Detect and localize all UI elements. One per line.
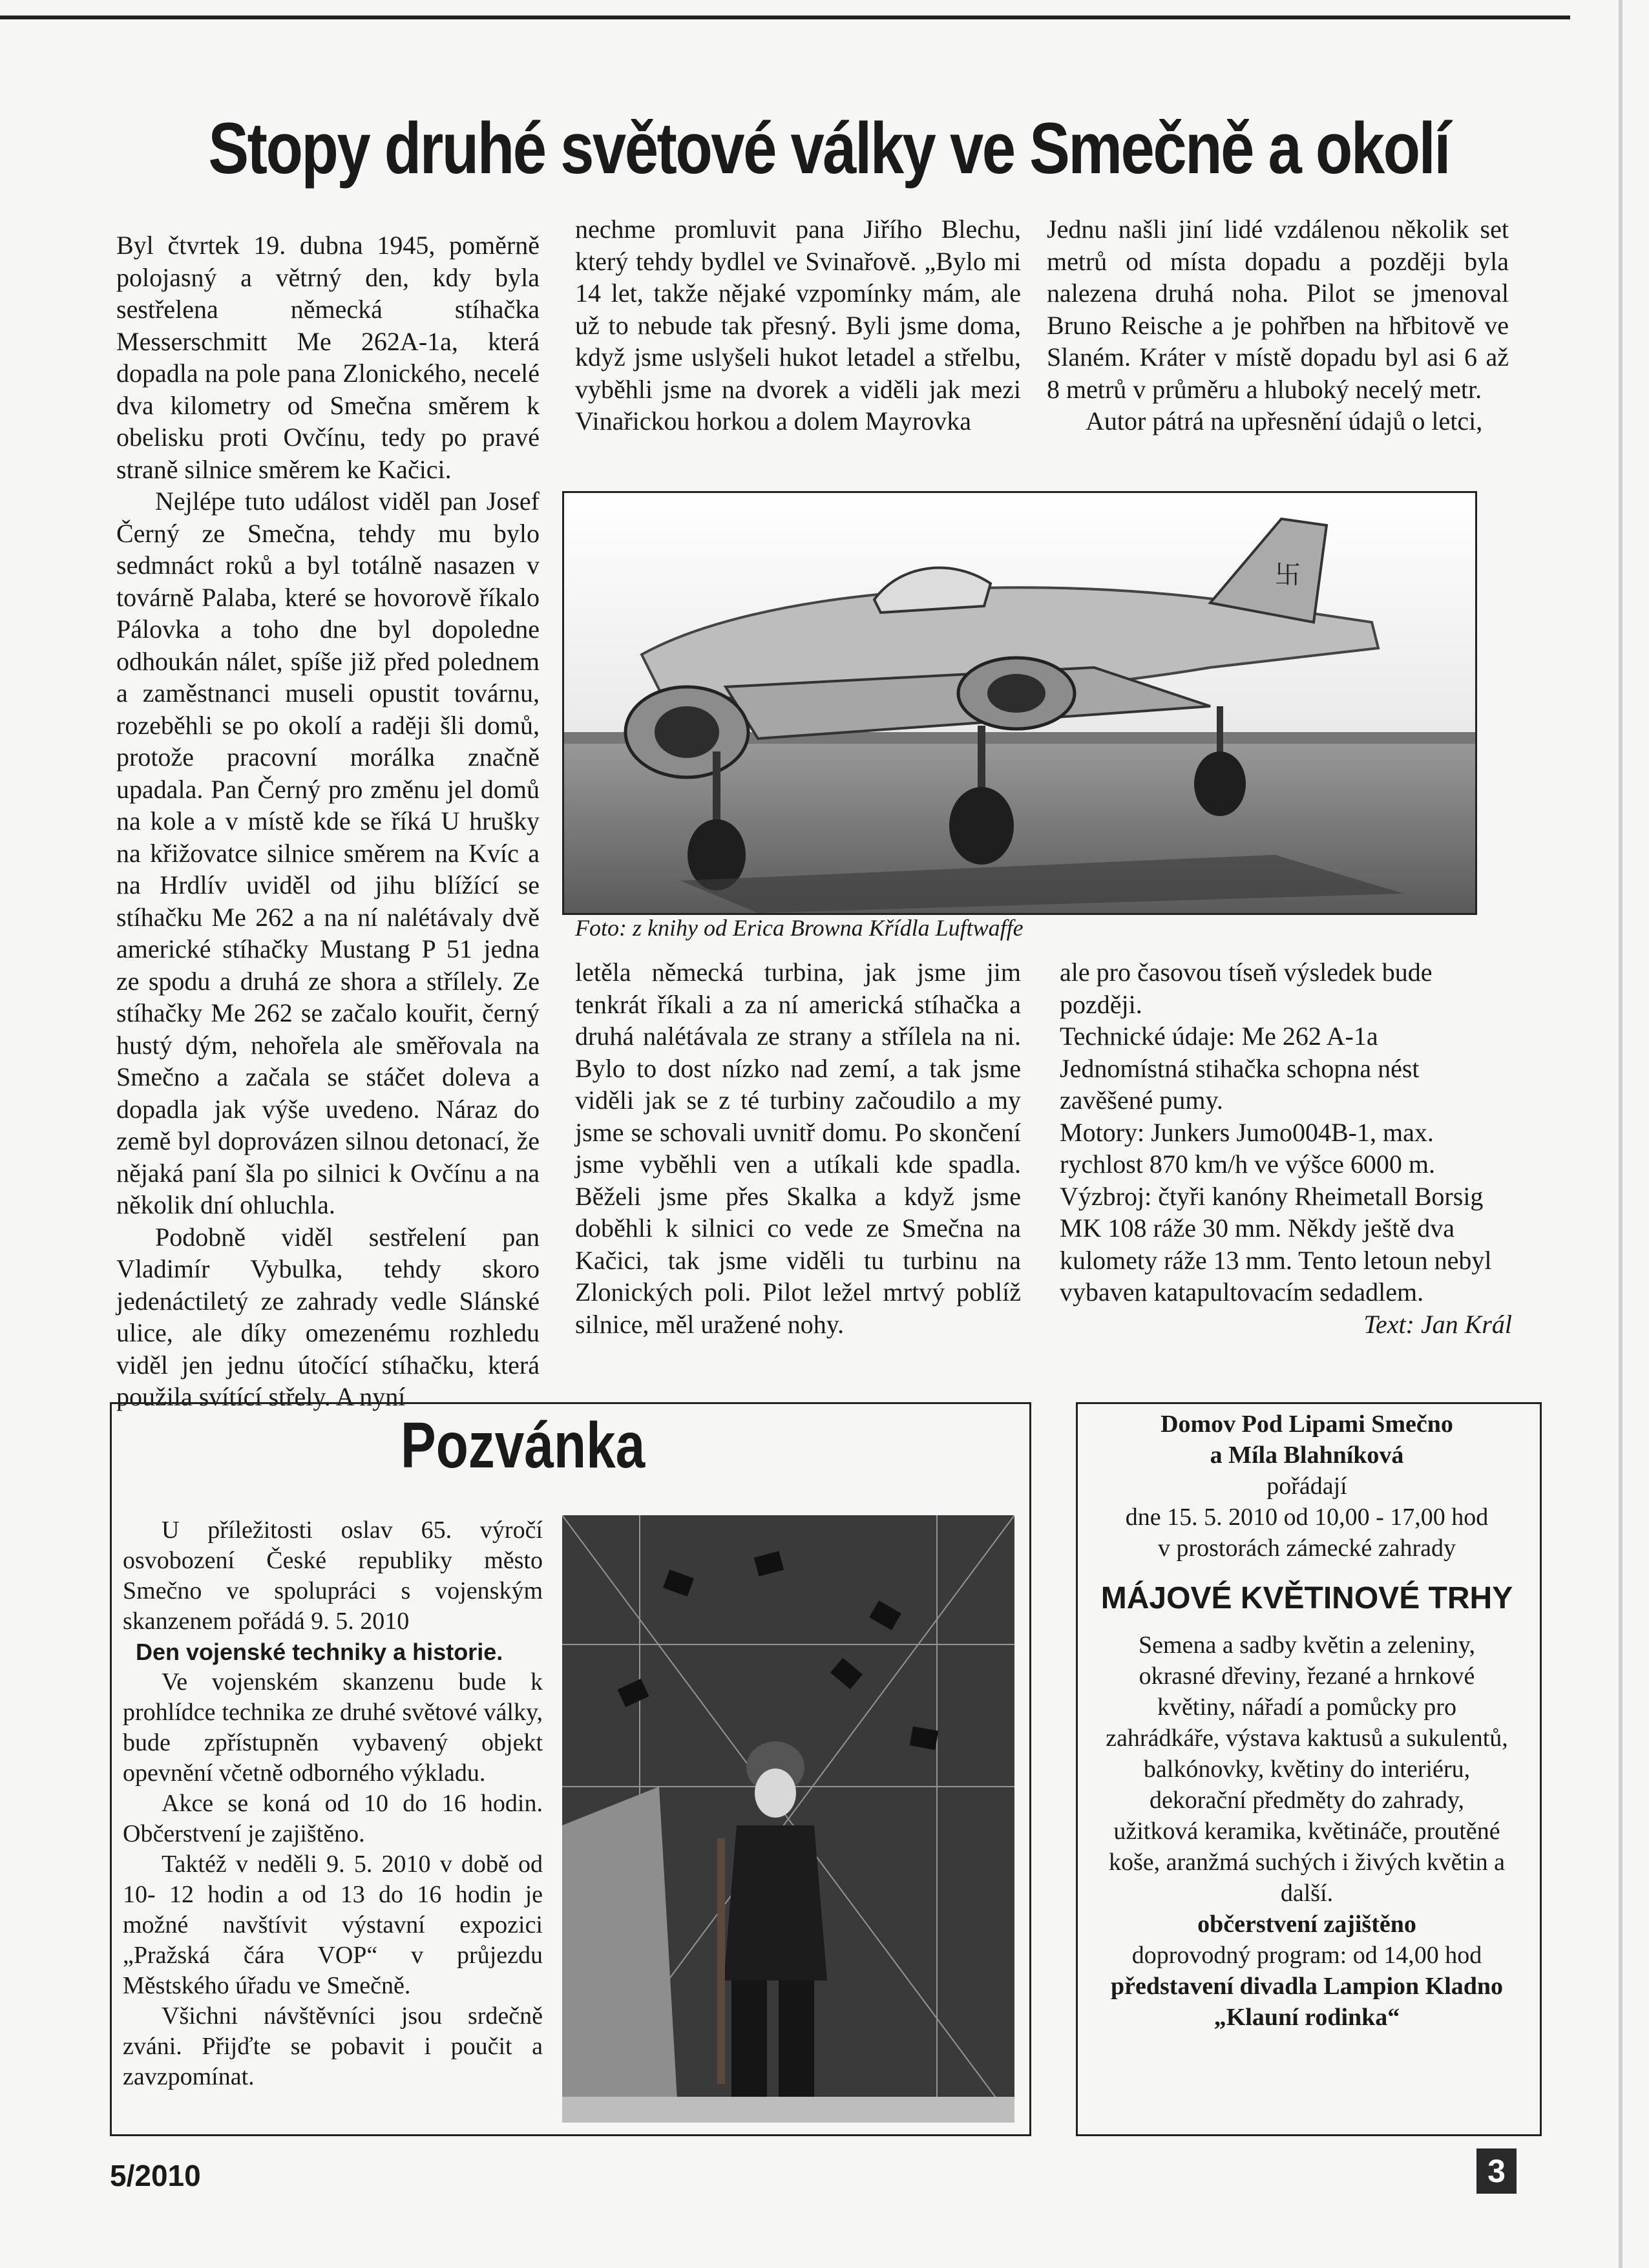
invitation-paragraph: Ve vojenském skanzenu bude k prohlídce technika ze druhé světové války, bude zpřístupněn vybavený objekt opevnění včetně odborného výkladu. xyxy=(123,1668,543,1787)
article-line: Výzbroj: čtyři kanóny Rheimetall Borsig MK 108 ráže 30 mm. Někdy ještě dva kulomety ráže 13 mm. Tento letoun nebyl vybaven katapultovacím sedadlem. xyxy=(1060,1181,1492,1307)
svg-text:卐: 卐 xyxy=(1275,560,1301,590)
issue-number: 5/2010 xyxy=(110,2159,201,2192)
flower-market-text xyxy=(1079,1409,1535,2033)
market-organizer-1: Domov Pod Lipami Smečno xyxy=(1161,1411,1453,1438)
article-column-3-bottom xyxy=(1060,956,1512,1340)
article-line: Technické údaje: Me 262 A-1a xyxy=(1060,1022,1378,1051)
article-author: Text: Jan Král xyxy=(1363,1309,1512,1339)
article-paragraph: Podobně viděl sestřelení pan Vladimír Vybulka, tehdy skoro jedenáctiletý ze zahrady vedle Slánské ulice, ale díky omezenému rozhledu viděl jen jednu útočící stíhačku, která použila svítící střely. A nyní xyxy=(116,1222,540,1411)
market-date: dne 15. 5. 2010 od 10,00 - 17,00 hod xyxy=(1125,1504,1489,1531)
article-column-1 xyxy=(116,229,540,1413)
invitation-text xyxy=(123,1515,543,2092)
market-place: v prostorách zámecké zahrady xyxy=(1157,1535,1456,1562)
article-line: ale pro časovou tíseň výsledek bude později. xyxy=(1060,958,1433,1019)
invitation-paragraph: Všichni návštěvníci jsou srdečně zváni. Přijďte se pobavit i poučit a zavzpomínat. xyxy=(123,2002,543,2090)
invitation-event-name: Den vojenské techniky a historie. xyxy=(136,1639,503,1665)
article-paragraph: Nejlépe tuto událost viděl pan Josef Černý ze Smečna, tehdy mu bylo sedmnáct roků a byl totálně nasazen v továrně Palaba, které se hovorově říkalo Pálovka a toho dne byl dopoledne odhoukán nálet, spíše již před polednem a zaměstnanci museli opustit továrnu, rozeběhli se po okolí a raději šli domů, protože pracovní morálka značně upadala. Pan Černý pro změnu jel domů na kole a v místě kde se říká U hrušky na křižovatce silnice směrem na Kvíc a na Hrdlív uviděl od jihu blížící se stíhačku Me 262 a na ní nalétávaly dvě americké stíhačky Mustang P 51 jedna ze spodu a druhá ze shora a střílely. Ze stíhačky Me 262 se začalo kouřit, černý hustý dým, nehořela ale směřovala na Smečno a začala se stáčet doleva a dopadla jak výše uvedeno. Náraz do země byl doprovázen silnou detonací, že nějaká paní šla po silnici k Ovčínu a na několik dní ohluchla. xyxy=(116,487,540,1219)
jet-photo xyxy=(562,491,1477,915)
soldier-mannequin-image xyxy=(562,1515,1014,2123)
invitation-paragraph: Taktéž v neděli 9. 5. 2010 v době od 10- 12 hodin a od 13 do 16 hodin je možné navštívit výstavní expozici „Pražská čára VOP“ v průjezdu Městského úřadu ve Smečně. xyxy=(123,1851,543,1999)
market-organizer-2: a Míla Blahníková xyxy=(1210,1442,1404,1469)
article-column-2-bottom xyxy=(575,956,1021,1340)
market-show: představení divadla Lampion Kladno xyxy=(1110,1973,1504,2000)
article-line: Jednomístná stihačka schopna nést zavěšené pumy. xyxy=(1060,1053,1420,1115)
market-body: Semena a sadby květin a zeleniny, okrasné dřeviny, řezané a hrnkové květiny, nářadí a pomůcky pro zahrádkáře, výstava kaktusů a sukulentů, balkónovky, květiny do interiéru, dekorační předměty do zahrady, užitková keramika, květináče, proutěné koše, aranžmá suchých i živých květin a další. xyxy=(1106,1632,1508,1907)
article-title: Stopy druhé světové války ve Smečně a okolí xyxy=(208,108,1449,189)
article-paragraph: Byl čtvrtek 19. dubna 1945, poměrně polojasný a větrný den, kdy byla sestřelena německá stíhačka Messerschmitt Me 262A-1a, která dopadla na pole pana Zlonického, necelé dva kilometry od Smečna směrem k obelisku proti Ovčínu, tedy po pravé straně silnice směrem ke Kačici. xyxy=(116,231,540,484)
article-paragraph: nechme promluvit pana Jiřího Blechu, který tehdy bydlel ve Svinařově. „Bylo mi 14 let, takže nějaké vzpomínky mám, ale už to nebude tak přesný. Byli jsme doma, když jsme uslyšeli hukot letadel a střelbu, vyběhli jsme na dvorek a viděli jak mezi Vinařickou horkou a dolem Mayrovka xyxy=(575,215,1021,436)
top-rule xyxy=(0,16,1570,19)
messerschmitt-me262-image xyxy=(564,493,1475,913)
market-show-title: „Klauní rodinka“ xyxy=(1213,2004,1400,2031)
market-line: pořádají xyxy=(1266,1473,1347,1500)
article-paragraph: Autor pátrá na upřesnění údajů o letci, xyxy=(1086,406,1483,436)
soldier-exhibit-photo xyxy=(562,1515,1014,2123)
page-number: 3 xyxy=(1476,2148,1517,2194)
invitation-paragraph: Akce se koná od 10 do 16 hodin. Občerstvení je zajištěno. xyxy=(123,1790,543,1847)
invitation-title: Pozvánka xyxy=(401,1409,646,1482)
article-line: Motory: Junkers Jumo004B-1, max. rychlost 870 km/h ve výšce 6000 m. xyxy=(1060,1117,1436,1179)
article-paragraph: Jednu našli jiní lidé vzdálenou několik set metrů od místa dopadu a později byla nalezena druhá noha. Pilot se jmenoval Bruno Reische a je pohřben na hřbitově ve Slaném. Kráter v místě dopadu byl asi 6 až 8 metrů v průměru a hluboký necelý metr. xyxy=(1047,215,1509,404)
article-column-3-top xyxy=(1047,213,1509,437)
article-column-2-top xyxy=(575,213,1021,437)
photo-caption: Foto: z knihy od Erica Browna Křídla Luftwaffe xyxy=(575,915,1024,941)
market-title: MÁJOVÉ KVĚTINOVÉ TRHY xyxy=(1100,1581,1513,1615)
market-program: doprovodný program: od 14,00 hod xyxy=(1131,1942,1482,1969)
market-refreshments: občerstvení zajištěno xyxy=(1197,1911,1416,1938)
article-paragraph: letěla německá turbina, jak jsme jim tenkrát říkali a za ní americká stíhačka a druhá nalétávala ze strany a střílela na ni. Bylo to dost nízko nad zemí, a tak jsme viděli jak se z té turbiny začoudilo a my jsme se schovali uvnitř domu. Po skončení jsme vyběhli ven a utíkali kde spadla. Běželi jsme přes Skalka a když jsme doběhli k silnici co vede ze Smečna na Kačici, tak jsme viděli tu turbinu na Zlonických poli. Pilot ležel mrtvý poblíž silnice, měl uražené nohy. xyxy=(575,958,1021,1339)
invitation-intro: U příležitosti oslav 65. výročí osvobození České republiky město Smečno ve spolupráci s vojenským skanzenem pořádá 9. 5. 2010 xyxy=(123,1517,543,1635)
